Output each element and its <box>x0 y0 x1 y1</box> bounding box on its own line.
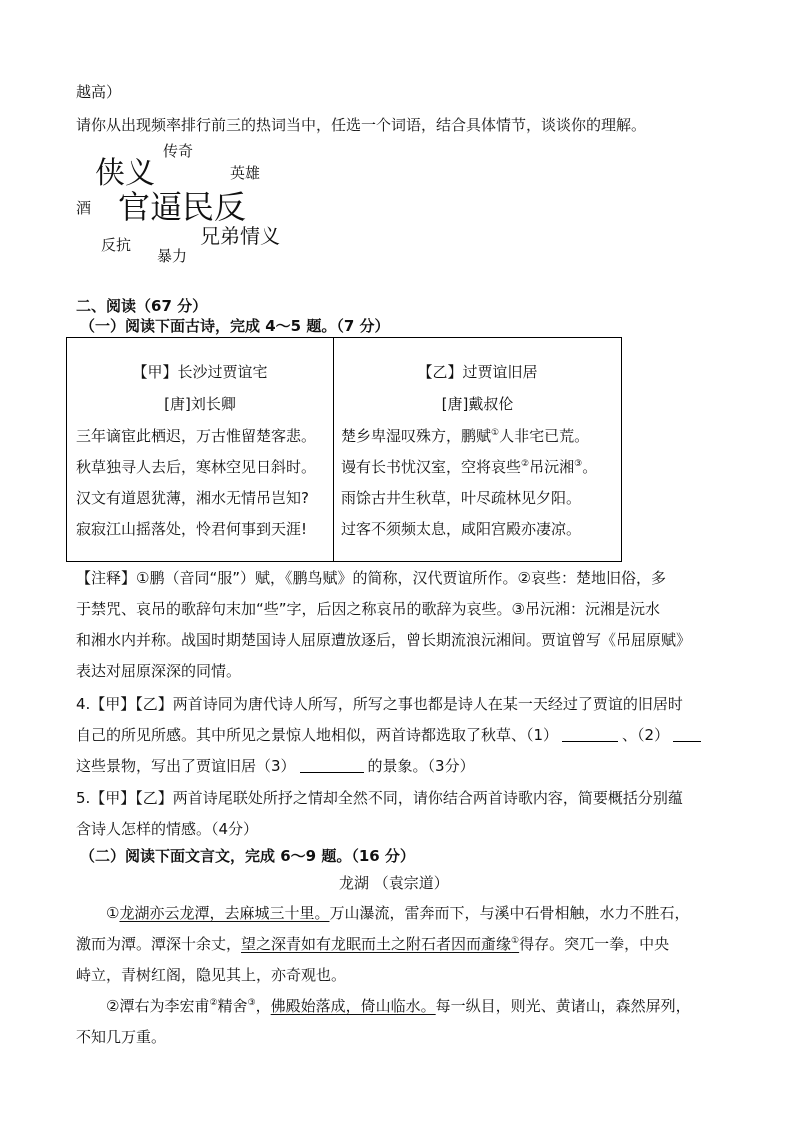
poem-jia-title: 【甲】长沙过贾谊宅 <box>132 363 268 381</box>
intro-question: 请你从出现频率排行前三的热词当中，任选一个词语，结合具体情节，谈谈你的理解。 <box>76 116 647 134</box>
poem-yi-line-3: 雨馀古井生秋草，叶尽疏林见夕阳。 <box>341 489 582 507</box>
notes-line-2: 于禁咒、哀吊的歌辞句末加“些”字，后因之称哀吊的歌辞为哀些。③吊沅湘：沅湘是沅水 <box>76 600 660 618</box>
poem-yi-line-1: 楚乡卑湿叹殊方，鹏赋①人非宅已荒。 <box>341 427 590 445</box>
prose-p2-line-1: ②潭右为李宏甫②精舍③，佛殿始落成，倚山临水。每一纵目，则光、黄诸山，森然屏列， <box>106 997 691 1015</box>
poem-jia-author: [唐]刘长卿 <box>164 395 236 413</box>
cloud-word-chuanqi: 传奇 <box>163 142 194 160</box>
poem-yi-line-2: 谩有长书忧汉室，空将哀些②吊沅湘③。 <box>341 458 598 476</box>
part2-heading: （二）阅读下面文言文，完成 6～9 题。（16 分） <box>80 847 415 865</box>
q5-line-2: 含诗人怎样的情感。（4分） <box>76 820 259 838</box>
poem-yi <box>334 338 621 561</box>
underlined-sentence-1: 龙湖亦云龙潭，去麻城三十里。 <box>119 904 330 922</box>
cloud-word-yingxiong: 英雄 <box>230 164 261 182</box>
footnote-ref-3: ③ <box>574 459 583 469</box>
part1-heading: （一）阅读下面古诗，完成 4～5 题。（7 分） <box>80 317 390 335</box>
prose-p1-line-2: 激而为潭。潭深十余丈，望之深青如有龙眠而土之附石者因而齑缘①得存。突兀一拳，中央 <box>76 935 670 953</box>
q4-line-2: 自己的所见所感。其中所见之景惊人地相似，两首诗都选取了秋草、（1） 、（2） <box>76 725 701 745</box>
notes-line-3: 和湘水内并称。战国时期楚国诗人屈原遭放逐后，曾长期流浪沅湘间。贾谊曾写《吊屈原赋》 <box>76 631 692 649</box>
q4-line-1: 4.【甲】【乙】两首诗同为唐代诗人所写，所写之事也都是诗人在某一天经过了贾谊的旧居时 <box>76 695 683 713</box>
footnote-ref-1: ① <box>491 428 500 438</box>
poem-table <box>66 337 622 562</box>
notes-line-1: 【注释】①鹏（音同“服”）赋，《鹏鸟赋》的简称，汉代贾谊所作。②哀些：楚地旧俗，多 <box>76 569 666 587</box>
notes-line-4: 表达对屈原深深的同情。 <box>76 662 242 680</box>
underlined-sentence-2: 望之深青如有龙眠而土之附石者因而齑缘① <box>241 935 520 953</box>
q5-line-1: 5.【甲】【乙】两首诗尾联处所抒之情却全然不同，请你结合两首诗歌内容，简要概括分别蕴 <box>76 789 683 807</box>
cloud-word-baoli: 暴力 <box>157 247 188 265</box>
answer-blank-3[interactable] <box>300 758 364 773</box>
poem-jia <box>67 338 333 561</box>
answer-blank-1[interactable] <box>562 727 618 742</box>
prose-title: 龙湖 （袁宗道） <box>339 874 449 892</box>
underlined-sentence-3: 佛殿始落成，倚山临水。 <box>270 997 436 1015</box>
q4-line-3: 这些景物，写出了贾谊旧居（3） 的景象。（3分） <box>76 757 475 775</box>
poem-yi-title: 【乙】过贾谊旧居 <box>417 363 538 381</box>
prose-p1-line-1: ①龙湖亦云龙潭，去麻城三十里。万山瀑流，雷奔而下，与溪中石骨相触，水力不胜石， <box>106 904 690 922</box>
cloud-word-xiayi: 侠义 <box>95 156 155 191</box>
prose-p1-line-3: 峙立，青树红阁，隐见其上，亦奇观也。 <box>76 966 347 984</box>
intro-line-0: 越高） <box>76 83 122 101</box>
cloud-word-xiongdiqingyi: 兄弟情义 <box>200 224 280 248</box>
poem-jia-line-1: 三年谪宦此栖迟，万古惟留楚客悲。 <box>76 427 317 445</box>
cloud-word-guanbiminfan: 官逼民反 <box>118 188 247 226</box>
cloud-word-fankang: 反抗 <box>101 236 132 254</box>
poem-jia-line-4: 寂寂江山摇落处，怜君何事到天涯! <box>76 520 308 538</box>
footnote-ref-2: ② <box>521 459 530 469</box>
prose-p2-line-2: 不知几万重。 <box>76 1028 167 1046</box>
poem-jia-line-3: 汉文有道恩犹薄，湘水无情吊岂知? <box>76 489 309 507</box>
cloud-word-jiu: 酒 <box>76 199 92 217</box>
poem-yi-line-4: 过客不须频太息，咸阳宫殿亦凄凉。 <box>341 520 582 538</box>
poem-jia-line-2: 秋草独寻人去后，寒林空见日斜时。 <box>76 458 317 476</box>
section-heading: 二、阅读（67 分） <box>76 297 208 315</box>
poem-yi-author: [唐]戴叔伦 <box>441 395 514 413</box>
answer-blank-2[interactable] <box>673 727 701 742</box>
